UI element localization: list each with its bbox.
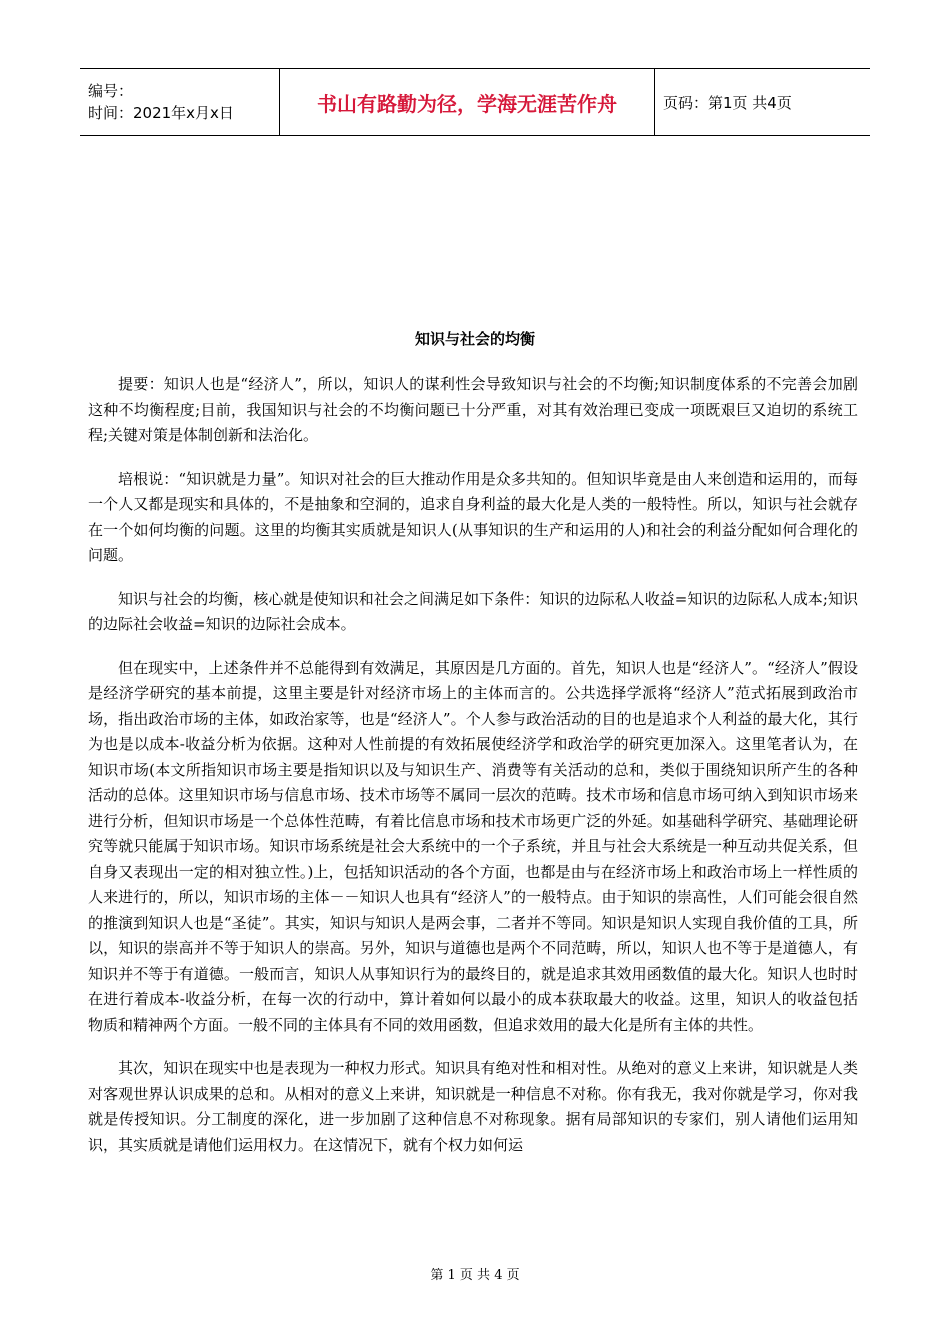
header-page-info: 页码：第1页 共4页 <box>663 93 792 112</box>
document-body <box>88 372 858 1176</box>
header-motto: 书山有路勤为径，学海无涯苦作舟 <box>280 69 655 135</box>
paragraph: 其次，知识在现实中也是表现为一种权力形式。知识具有绝对性和相对性。从绝对的意义上来讲，知识就是人类对客观世界认识成果的总和。从相对的意义上来讲，知识就是一种信息不对称。你有我无，我对你就是学习，你对我就是传授知识。分工制度的深化，进一步加剧了这种信息不对称现象。据有局部知识的专家们，别人请他们运用知识，其实质就是请他们运用权力。在这情况下，就有个权力如何运 <box>88 1059 858 1154</box>
number-label: 编号： <box>88 82 134 100</box>
document-header <box>80 68 870 136</box>
header-left-cell <box>80 69 280 135</box>
document-title: 知识与社会的均衡 <box>414 330 535 348</box>
paragraph: 培根说：“知识就是力量”。知识对社会的巨大推动作用是众多共知的。但知识毕竟是由人来创造和运用的，而每一个人又都是现实和具体的，不是抽象和空洞的，追求自身利益的最大化是人类的一般特性。所以，知识与社会就存在一个如何均衡的问题。这里的均衡其实质就是知识人(从事知识的生产和运用的人)和社会的利益分配如何合理化的问题。 <box>88 469 858 564</box>
time-label: 时间：2021年x月x日 <box>88 104 234 122</box>
paragraph: 知识与社会的均衡，核心就是使知识和社会之间满足如下条件：知识的边际私人收益=知识的边际私人成本;知识的边际社会收益=知识的边际社会成本。 <box>88 589 858 633</box>
paragraph-abstract: 提要：知识人也是“经济人”，所以，知识人的谋利性会导致知识与社会的不均衡;知识制度体系的不完善会加剧这种不均衡程度;目前，我国知识与社会的不均衡问题已十分严重，对其有效治理已变成一项既艰巨又迫切的系统工程;关键对策是体制创新和法治化。 <box>88 375 858 444</box>
page-footer: 第 1 页 共 4 页 <box>430 1268 520 1283</box>
paragraph: 但在现实中，上述条件并不总能得到有效满足，其原因是几方面的。首先，知识人也是“经济人”。“经济人”假设是经济学研究的基本前提，这里主要是针对经济市场上的主体而言的。公共选择学派将“经济人”范式拓展到政治市场，指出政治市场的主体，如政治家等，也是“经济人”。个人参与政治活动的目的也是追求个人利益的最大化，其行为也是以成本-收益分析为依据。这种对人性前提的有效拓展使经济学和政治学的研究更加深入。这里笔者认为，在知识市场(本文所指知识市场主要是指知识以及与知识生产、消费等有关活动的总和，类似于围绕知识所产生的各种活动的总体。这里知识市场与信息市场、技术市场等不属同一层次的范畴。技术市场和信息市场可纳入到知识市场来进行分析，但知识市场是一个总体性范畴，有着比信息市场和技术市场更广泛的外延。如基础科学研究、基础理论研究等就只能属于知识市场。知识市场系统是社会大系统中的一个子系统，并且与社会大系统是一种互动共促关系，但自身又表现出一定的相对独立性。)上，包括知识活动的各个方面，也都是由与在经济市场上和政治市场上一样性质的人来进行的，所以，知识市场的主体－－知识人也具有“经济人”的一般特点。由于知识的崇高性，人们可能会很自然的推演到知识人也是“圣徒”。其实，知识与知识人是两会事，二者并不等同。知识是知识人实现自我价值的工具，所以，知识的崇高并不等于知识人的崇高。另外，知识与道德也是两个不同范畴，所以，知识人也不等于是道德人，有知识并不等于有道德。一般而言，知识人从事知识行为的最终目的，就是追求其效用函数值的最大化。知识人也时时在进行着成本-收益分析，在每一次的行动中，算计着如何以最小的成本获取最大的收益。这里，知识人的收益包括物质和精神两个方面。一般不同的主体具有不同的效用函数，但追求效用的最大化是所有主体的共性。 <box>88 658 858 1034</box>
